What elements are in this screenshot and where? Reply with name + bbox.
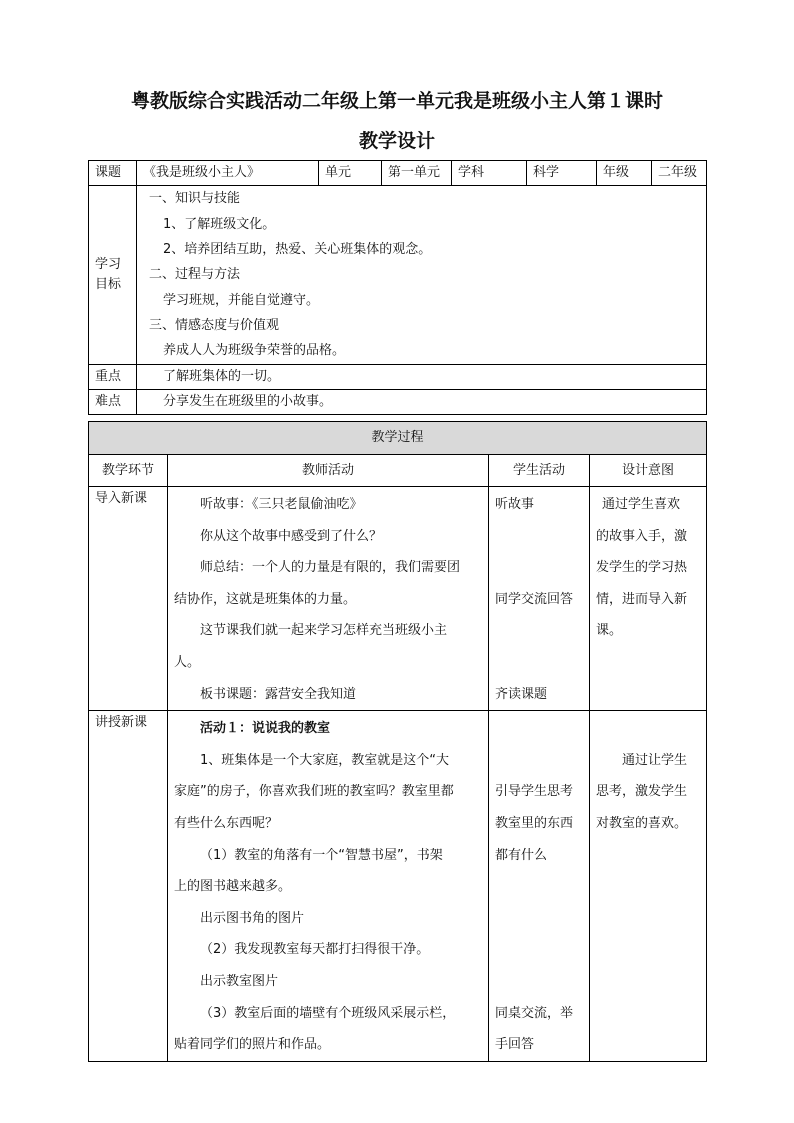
col-stage: 教学环节 <box>89 455 168 487</box>
text-line: 引导学生思考 <box>495 784 574 800</box>
text-line: 思考，激发学生 <box>596 784 688 800</box>
value-difficult-point: 分享发生在班级里的小故事。 <box>137 390 707 415</box>
goal-line: 二、过程与方法 <box>149 267 241 283</box>
text-line: 听故事 <box>495 497 535 512</box>
intro-intent <box>590 487 707 711</box>
intro-student <box>489 487 590 711</box>
text-line: 这节课我们就一起来学习怎样充当班级小主 <box>200 623 448 639</box>
stage-lecture: 讲授新课 <box>89 711 168 1062</box>
label-difficult-point: 难点 <box>89 390 137 415</box>
activity-title: 活动１：说说我的教室 <box>200 721 331 737</box>
text-line: 手回答 <box>495 1037 535 1053</box>
text-line <box>495 615 583 647</box>
text-line <box>495 934 583 966</box>
text-line <box>596 713 700 745</box>
value-unit: 第一单元 <box>382 161 452 186</box>
goal-line: 三、情感态度与价值观 <box>149 317 280 333</box>
intro-teacher <box>168 487 489 711</box>
goal-line: 养成人人为班级争荣誉的品格。 <box>163 343 346 359</box>
text-line: 上的图书越来越多。 <box>174 879 292 895</box>
text-line: 结协作，这就是班集体的力量。 <box>174 591 357 607</box>
label-grade: 年级 <box>597 161 652 186</box>
label-subject: 学科 <box>452 161 527 186</box>
col-intent: 设计意图 <box>590 455 707 487</box>
text-line <box>495 966 583 998</box>
document-subtitle: 教学设计 <box>358 130 435 152</box>
text-line <box>495 713 583 745</box>
text-line: 家庭”的房子，你喜欢我们班的教室吗？教室里都 <box>174 784 454 800</box>
goals-content <box>137 186 707 365</box>
text-line: 出示图书角的图片 <box>200 910 305 926</box>
label-goals: 学习 目标 <box>89 186 137 365</box>
label-unit: 单元 <box>319 161 382 186</box>
text-line: 你从这个故事中感受到了什么？ <box>200 528 383 544</box>
text-line: 有些什么东西呢？ <box>174 815 279 831</box>
value-key-point: 了解班集体的一切。 <box>137 365 707 390</box>
text-line: 贴着同学们的照片和作品。 <box>174 1037 331 1053</box>
goal-line: 2、培养团结互助，热爱、关心班集体的观念。 <box>163 242 432 258</box>
goal-line: 一、知识与技能 <box>149 191 241 207</box>
text-line: 听故事：《三只老鼠偷油吃》 <box>200 497 363 512</box>
goal-line: 1、了解班级文化。 <box>163 216 276 232</box>
text-line <box>495 903 583 935</box>
text-line: 齐读课题 <box>495 686 548 702</box>
text-line: 的故事入手，激 <box>596 528 688 544</box>
text-line <box>495 647 583 679</box>
text-line: 情，进而导入新 <box>596 591 688 607</box>
text-line: 1、班集体是一个大家庭，教室就是这个“大 <box>200 752 450 768</box>
lecture-teacher <box>168 711 489 1062</box>
text-line <box>495 745 583 777</box>
col-teacher: 教师活动 <box>168 455 489 487</box>
value-grade: 二年级 <box>652 161 707 186</box>
text-line: 同桌交流，举 <box>495 1005 574 1021</box>
text-line <box>495 552 583 584</box>
label-topic: 课题 <box>89 161 137 186</box>
text-line: 出示教室图片 <box>200 973 279 989</box>
process-heading: 教学过程 <box>89 422 707 455</box>
value-topic: 《我是班级小主人》 <box>137 161 319 186</box>
text-line: （3）教室后面的墙壁有个班级风采展示栏， <box>200 1005 456 1021</box>
col-student: 学生活动 <box>489 455 590 487</box>
text-line: （2）我发现教室每天都打扫得很干净。 <box>200 942 430 958</box>
text-line: 人。 <box>174 654 201 670</box>
teaching-process-table <box>88 421 707 1062</box>
text-line <box>495 871 583 903</box>
stage-intro: 导入新课 <box>89 487 168 711</box>
text-line: 通过学生喜欢 <box>602 497 681 512</box>
lesson-info-table <box>88 160 707 415</box>
text-line: （1）教室的角落有一个“智慧书屋”，书架 <box>200 847 443 863</box>
text-line: 发学生的学习热 <box>596 560 688 576</box>
text-line: 通过让学生 <box>622 752 688 768</box>
document-title: 粤教版综合实践活动二年级上第一单元我是班级小主人第１课时 <box>130 90 663 112</box>
text-line: 板书课题：露营安全我知道 <box>200 686 357 702</box>
text-line: 课。 <box>596 623 623 639</box>
text-line: 都有什么 <box>495 847 548 863</box>
label-key-point: 重点 <box>89 365 137 390</box>
text-line: 师总结：一个人的力量是有限的，我们需要团 <box>200 560 461 576</box>
goal-line: 学习班规，并能自觉遵守。 <box>163 292 320 308</box>
text-line <box>495 521 583 553</box>
text-line: 教室里的东西 <box>495 815 574 831</box>
lecture-intent <box>590 711 707 1062</box>
text-line: 对教室的喜欢。 <box>596 815 688 831</box>
value-subject: 科学 <box>527 161 597 186</box>
lecture-student <box>489 711 590 1062</box>
text-line: 同学交流回答 <box>495 591 574 607</box>
